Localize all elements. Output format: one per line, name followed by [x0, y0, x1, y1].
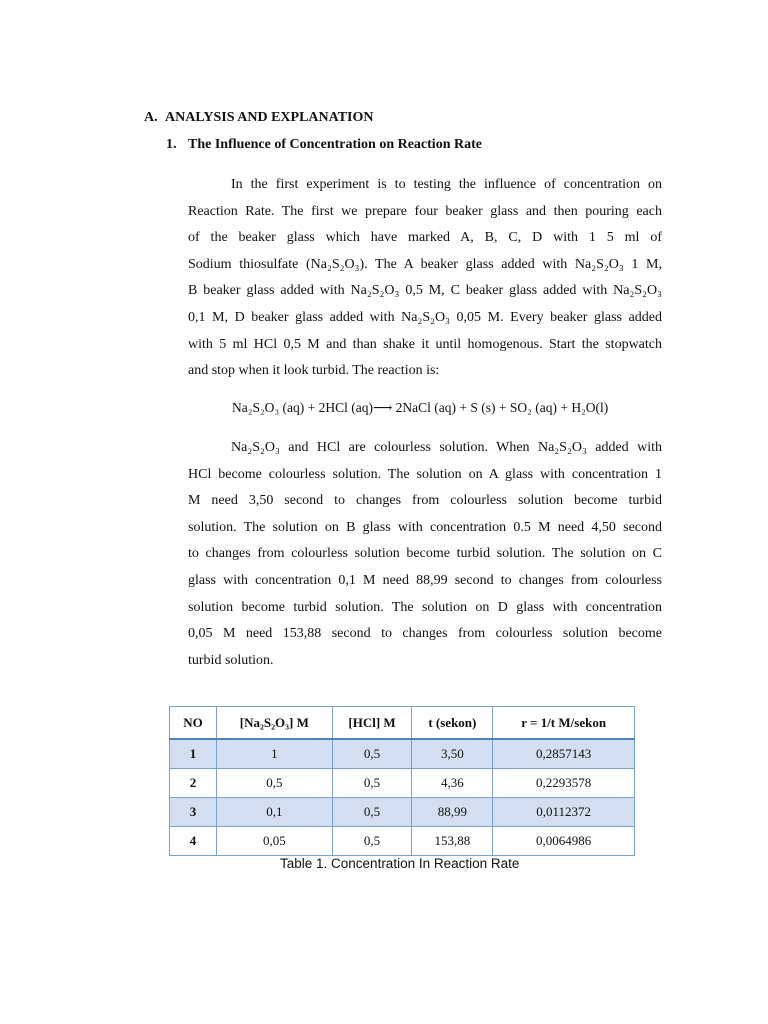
paragraph-line: Na₂S₂O₃ and HCl are colourless solution. When Na₂S₂O₃ added with: [231, 440, 662, 455]
table-cell: 0,5: [332, 739, 412, 769]
paragraph-line: 0,1 M, D beaker glass added with Na₂S₂O₃ 0,05 M. Every beaker glass added: [188, 309, 662, 325]
table-cell: 0,0112372: [493, 798, 635, 827]
table-cell: 88,99: [412, 798, 493, 827]
paragraph-line: M need 3,50 second to changes from colourless solution become turbid: [188, 493, 662, 509]
section-letter: A.: [144, 110, 158, 125]
table-cell: 4,36: [412, 769, 493, 798]
subsection-number: 1.: [166, 137, 177, 152]
paragraph-line: solution. The solution on B glass with concentration 0.5 M need 4,50 second: [188, 519, 662, 535]
table-cell: 0,5: [217, 769, 333, 798]
column-header: t (sekon): [412, 707, 493, 740]
column-header: r = 1/t M/sekon: [493, 707, 635, 740]
paragraph-results-description: [188, 435, 662, 674]
paragraph-line: solution become turbid solution. The solution on D glass with concentration: [188, 599, 662, 615]
table-row: [170, 769, 635, 798]
column-header: NO: [170, 707, 217, 740]
column-header: [HCl] M: [332, 707, 412, 740]
paragraph-line: and stop when it look turbid. The reaction is:: [188, 363, 440, 379]
paragraph-line: turbid solution.: [188, 652, 274, 668]
table-cell: 0,5: [332, 798, 412, 827]
paragraph-line: glass with concentration 0,1 M need 88,99 second to changes from colourless: [188, 572, 662, 588]
reaction-equation: Na₂S₂O₃ (aq) + 2HCl (aq)⟶ 2NaCl (aq) + S (s) + SO₂ (aq) + H₂O(l): [232, 400, 609, 415]
table-cell: 1: [170, 739, 217, 769]
table-cell: 0,1: [217, 798, 333, 827]
table-row: [170, 739, 635, 769]
paragraph-line: 0,05 M need 153,88 second to changes from colourless solution become: [188, 626, 662, 642]
table-row: [170, 798, 635, 827]
paragraph-line: of the beaker glass which have marked A, B, C, D with 1 5 ml of: [188, 230, 662, 246]
table-cell: 0,05: [217, 827, 333, 856]
paragraph-line: B beaker glass added with Na₂S₂O₃ 0,5 M, C beaker glass added with Na₂S₂O₃: [188, 283, 662, 299]
section-heading: [144, 110, 374, 126]
paragraph-experiment-description: [188, 172, 662, 385]
paragraph-line: to changes from colourless solution become turbid solution. The solution on C: [188, 546, 662, 562]
table-cell: 153,88: [412, 827, 493, 856]
column-header: [Na₂S₂O₃] M: [217, 707, 333, 740]
table-header-row: [170, 707, 635, 740]
table-caption: Table 1. Concentration In Reaction Rate: [280, 856, 520, 871]
concentration-table: [169, 706, 635, 856]
paragraph-line: Sodium thiosulfate (Na₂S₂O₃). The A beaker glass added with Na₂S₂O₃ 1 M,: [188, 256, 662, 272]
table-cell: 3,50: [412, 739, 493, 769]
subsection-heading: [166, 137, 482, 153]
table-cell: 4: [170, 827, 217, 856]
table-row: [170, 827, 635, 856]
table-cell: 0,2293578: [493, 769, 635, 798]
paragraph-line: In the first experiment is to testing the influence of concentration on: [231, 177, 662, 192]
table-cell: 1: [217, 739, 333, 769]
paragraph-line: Reaction Rate. The first we prepare four beaker glass and then pouring each: [188, 203, 662, 219]
paragraph-line: HCl become colourless solution. The solution on A glass with concentration 1: [188, 466, 662, 482]
table-cell: 0,2857143: [493, 739, 635, 769]
table-cell: 0,5: [332, 769, 412, 798]
table-cell: 2: [170, 769, 217, 798]
table-cell: 3: [170, 798, 217, 827]
table-cell: 0,0064986: [493, 827, 635, 856]
subsection-title: The Influence of Concentration on Reaction Rate: [188, 137, 482, 152]
table-cell: 0,5: [332, 827, 412, 856]
paragraph-line: with 5 ml HCl 0,5 M and than shake it until homogenous. Start the stopwatch: [188, 336, 662, 352]
section-title: ANALYSIS AND EXPLANATION: [165, 110, 374, 125]
